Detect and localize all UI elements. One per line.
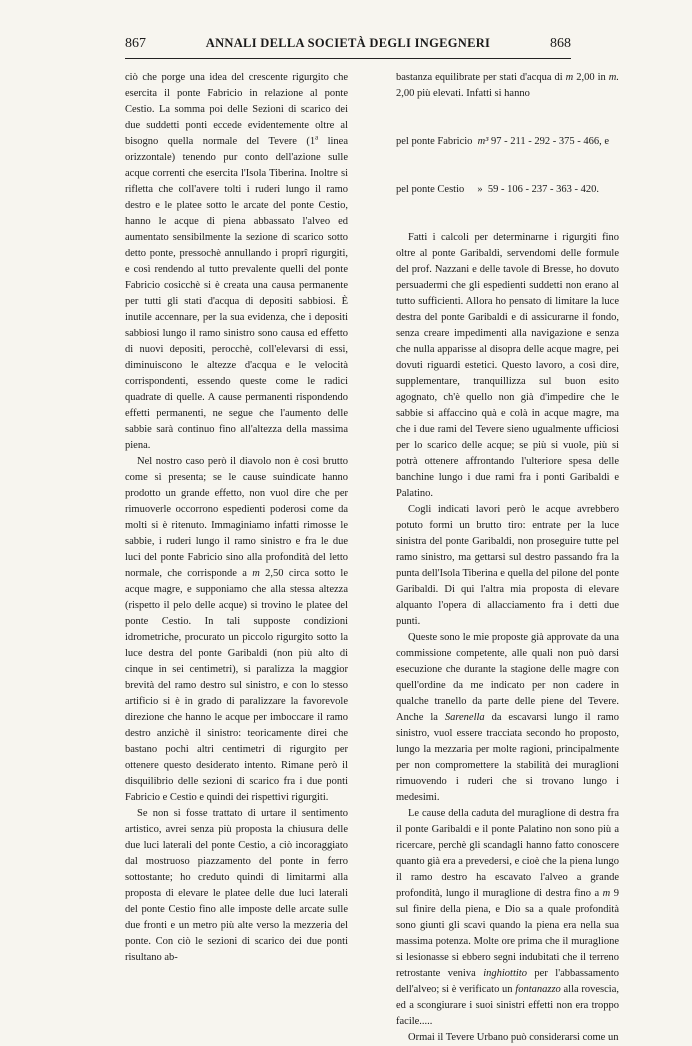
journal-title: ANNALI DELLA SOCIETÀ DEGLI INGEGNERI [205, 36, 491, 50]
right-paragraph-1: Fatti i calcoli per determinarne i rigurgiti fino oltre al ponte Garibaldi, servendomi delle formule del prof. Nazzani e delle tavole di Bresse, ho dovuto persuadermi che gli espedienti suddetti non erano al tutto sufficienti. Allora ho pensato di limitare la luce destra del ponte Garibaldi e di assicurarne il fondo, senza creare impedimenti alla navigazione e senza che nulla apparisse al disopra delle acque magre, pei dovuti riguardi estetici. Questo lavoro, a così dire, supplementare, tranquillizza sul buon esito agognato, ch'è quello non già d'impedire che le sabbie si affaccino quà e colà in acque magre, ma che i due rami del Tevere sieno ugualmente ufficiosi per lo scarico delle acque; se più si vuole, più si potrà ottenere affrontando l'ulteriore spesa delle banchine lungo i due rami fra i ponti Garibaldi e Palatino. [396, 232, 619, 499]
right-paragraph-0: bastanza equilibrate per stati d'acqua di m 2,00 in m. 2,00 più elevati. Infatti si hanno [396, 72, 619, 99]
page-number-right: 868 [549, 36, 571, 51]
running-header [125, 36, 571, 56]
right-paragraph-4: Le cause della caduta del muraglione di destra fra il ponte Garibaldi e il ponte Palatino non sono più a ricercare, perchè gli scandagli hanno fatto conoscere quanto già era a prevedersi, e cioè che la piena lungo il ramo destro ha escavato l'alveo a grande profondità, lungo il muraglione di destra fino a m 9 sul finire della piena, e Dio sa a quale profondità sono giunti gli scavi quando la piena era nella sua massima potenza. Molte ore prima che il muraglione si lesionasse si ebbero segni indubitati che il terreno retrostante veniva inghiottito per l'abbassamento dell'alveo; si è verificato un fontanazzo alla rovescia, ed a scongiurare i suoi sinistri effetti non era troppo facile..... [396, 808, 620, 1027]
left-paragraph-1: ciò che porge una idea del crescente rigurgito che esercita il ponte Fabricio in relazione al ponte Cestio. La somma poi delle Sezioni di scarico dei due suddetti ponti eccede evidentemente oltre al bisogno quella normale del Tevere (1$^a$ linea orizzontale) tenendo pur conto dell'azione sulle acque correnti che esercita l'Isola Tiberina. Inoltre si rifletta che coll'avere tolti i ruderi lungo il ramo destro e le platee sotto le arcate del ponte Cestio, hanno le acque di piena abbassato l'alveo ed aumentato sensibilmente la sezione di scarico sotto detto ponte, pressochè annullando i proprî rigurgiti, e così rendendo al tutto prevalente quelli del ponte Fabricio cosicchè si è creata una causa permanente per tutti gli stati d'acqua di depositi sabbiosi. È inutile accennare, per la sua evidenza, che i depositi sabbiosi lungo il ramo sinistro sono causa ed effetto di nuovi depositi, perocchè, coll'elevarsi di essi, diminuiscono le altezze d'acqua e le velocità corrispondenti, essendo queste come le radici quadrate di quelle. A cause permanenti rispondendo effetti permanenti, ne segue che l'aumento delle sabbie sarà continuo fino all'altezza della massima piena. [125, 72, 349, 451]
table-row: pel ponte Cestio » 59 - 106 - 237 - 363 - 420. [396, 184, 599, 195]
left-column [125, 70, 348, 966]
right-paragraph-3: Queste sono le mie proposte già approvate da una commissione competente, alle quali non può darsi esecuzione che durante la stagione delle magre con quell'ordine da me indicato per non cadere in qualche tranello da parte delle piene del Tevere. Anche la Sarenella da escavarsi lungo il ramo sinistro, vuol essere tracciata secondo ho proposto, lungo la mezzaria per molte ragioni, principalmente per non compromettere la stabilità dei muraglioni rimuovendo i ruderi che si trovano lungo i medesimi. [396, 632, 619, 803]
discharge-table [396, 102, 619, 230]
table-row: pel ponte Fabricio m³ 97 - 211 - 292 - 375 - 466, e [396, 136, 610, 147]
left-paragraph-3: Se non si fosse trattato di urtare il sentimento artistico, avrei senza più proposta la chiusura delle due luci laterali del ponte Cestio, a ciò incoraggiato dal mostruoso piazzamento del ponte in ferro sottostante; ho creduto quindi di limitarmi alla proposta di elevare le platee delle due luci laterali del ponte Cestio fino alle imposte delle arcate sulle due fronti e un metro più alte verso la mezzeria del ponte. Con ciò le sezioni di scarico dei due ponti risultano ab- [125, 808, 348, 963]
right-paragraph-2: Cogli indicati lavori però le acque avrebbero potuto formi un brutto tiro: entrate per la luce sinistra del ponte Garibaldi, non proseguire tutte pel ramo sinistro, ma gettarsi sul destro passando fra la punta dell'Isola Tiberina e quella del pilone del ponte Garibaldi. Di qui l'altra mia proposta di elevare alquanto l'opera di allacciamento fra i detti due punti. [396, 504, 619, 627]
page-number-left: 867 [125, 36, 146, 51]
left-paragraph-2: Nel nostro caso però il diavolo non è così brutto come si presenta; se le cause suindicate hanno prodotto un grande effetto, non vuol dire che per rimuoverle occorrono espedienti poderosi come da molti si è ritenuto. Immaginiamo infatti rimosse le sabbie, i ruderi lungo il ramo sinistro e fra le due luci del ponte Fabricio sino alla profondità del letto normale, che corrisponde a m 2,50 circa sotto le acque magre, e supponiamo che alla stessa altezza (rispetto il pelo delle acque) si trovino le platee del ponte Cestio. In tali supposte condizioni idrometriche, procurato un piccolo rigurgito sotto la luce destra del ponte Garibaldi (non più alto di cinque in sei centimetri), si paralizza la maggior brevità del ramo destro sul sinistro, e con lo stesso artificio si è in grado di paralizzare la favorevole direzione che hanno le acque per imboccare il ramo destro anzichè il sinistro: teoricamente direi che bastano pochi altri centimetri di rigurgito per ottenere questo desiderato intento. Rimane però il disquilibrio delle sezioni di scarico fra i due ponti Fabricio e Cestio e quindi dei rispettivi rigurgiti. [125, 456, 348, 803]
right-paragraph-5: Ormai il Tevere Urbano può considerarsi come un [408, 1032, 619, 1043]
header-rule [125, 58, 571, 59]
